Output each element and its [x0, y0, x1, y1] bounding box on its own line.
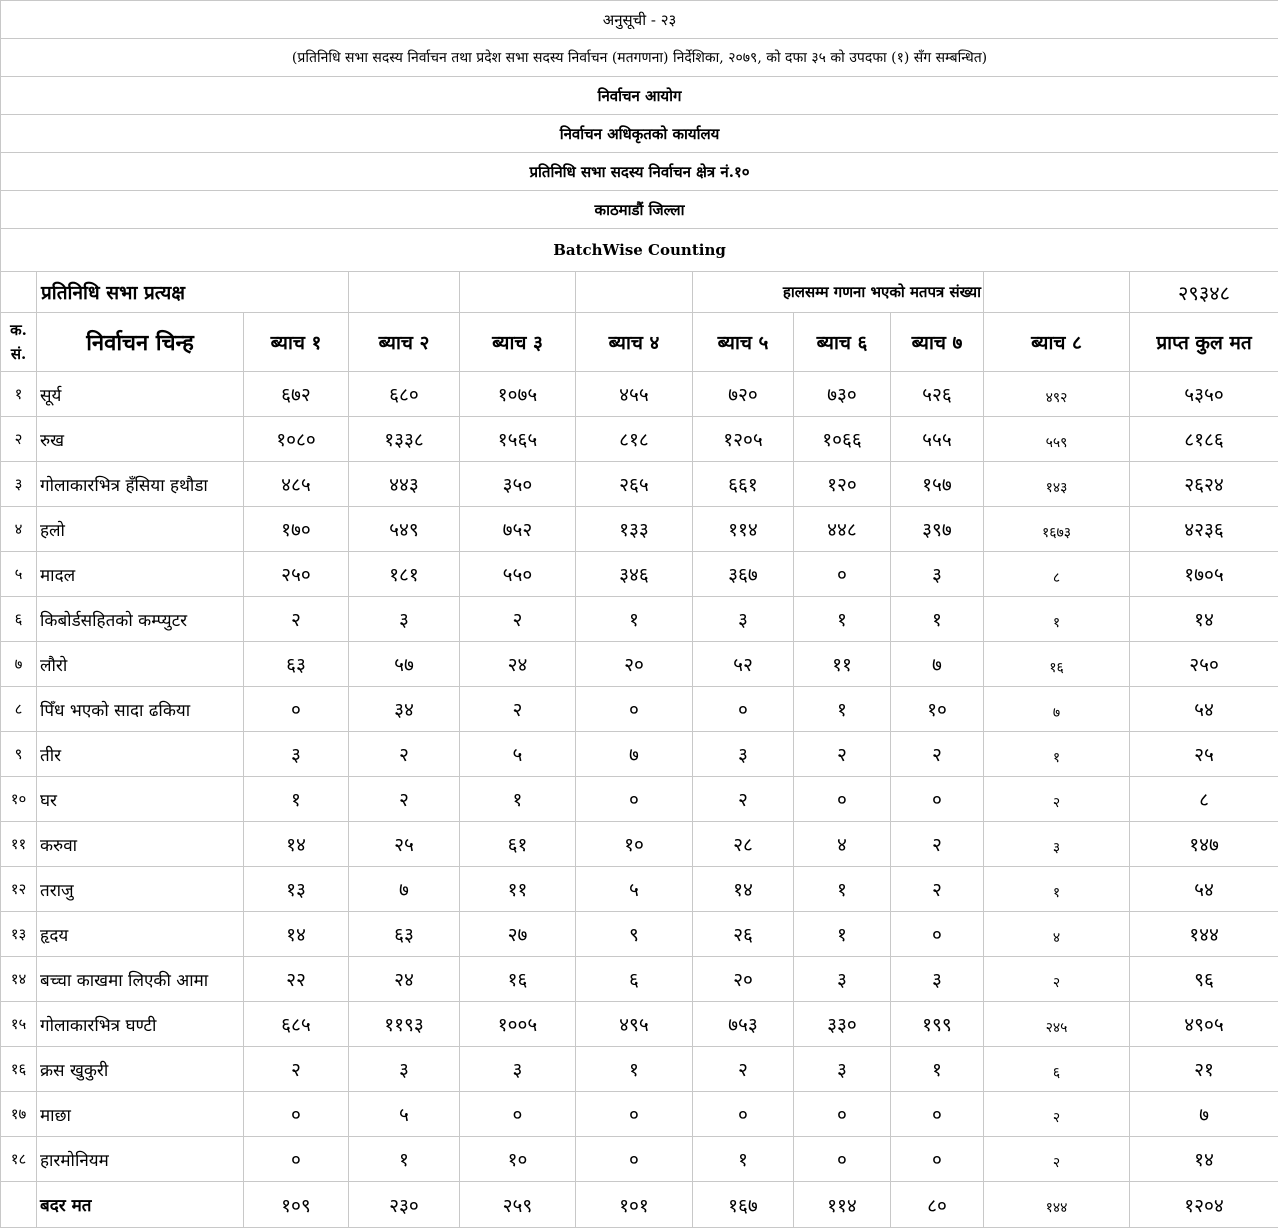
- row-batch-4-votes: २०: [576, 642, 693, 687]
- row-batch-7-votes: १: [891, 597, 984, 642]
- invalid-batch-8-votes: १४४: [984, 1182, 1130, 1228]
- row-batch-6-votes: ०: [794, 552, 891, 597]
- row-serial-number: १२: [1, 867, 37, 912]
- row-batch-3-votes: २४: [460, 642, 576, 687]
- invalid-votes-label: बदर मत: [37, 1182, 244, 1228]
- col-header-batch-3: ब्याच ३: [460, 313, 576, 372]
- row-symbol-name: हारमोनियम: [37, 1137, 244, 1182]
- row-batch-5-votes: २८: [693, 822, 794, 867]
- row-batch-4-votes: ०: [576, 777, 693, 822]
- row-batch-3-votes: २७: [460, 912, 576, 957]
- row-batch-3-votes: २: [460, 687, 576, 732]
- office-title: निर्वाचन अधिकृतको कार्यालय: [1, 115, 1278, 153]
- row-symbol-name: हलो: [37, 507, 244, 552]
- row-batch-5-votes: ३: [693, 732, 794, 777]
- ballots-counted-label: हालसम्म गणना भएको मतपत्र संख्या: [693, 272, 984, 313]
- invalid-batch-7-votes: ८०: [891, 1182, 984, 1228]
- counting-mode: BatchWise Counting: [1, 229, 1278, 272]
- table-row: [1, 642, 1278, 687]
- row-batch-4-votes: ५: [576, 867, 693, 912]
- ballots-counted-value: २९३४८: [1130, 272, 1278, 313]
- table-row: [1, 1092, 1278, 1137]
- row-batch-1-votes: १४: [244, 912, 349, 957]
- row-batch-3-votes: ३५०: [460, 462, 576, 507]
- row-batch-1-votes: १३: [244, 867, 349, 912]
- table-row: [1, 822, 1278, 867]
- row-serial-number: १३: [1, 912, 37, 957]
- invalid-batch-6-votes: ११४: [794, 1182, 891, 1228]
- table-row: [1, 732, 1278, 777]
- row-serial-number: ७: [1, 642, 37, 687]
- row-batch-4-votes: ४५५: [576, 372, 693, 417]
- row-serial-number: १८: [1, 1137, 37, 1182]
- row-total-votes: ४९०५: [1130, 1002, 1278, 1047]
- row-batch-5-votes: ०: [693, 1092, 794, 1137]
- invalid-batch-1-votes: १०९: [244, 1182, 349, 1228]
- row-symbol-name: सूर्य: [37, 372, 244, 417]
- col-header-total: प्राप्त कुल मत: [1130, 313, 1278, 372]
- row-batch-7-votes: ०: [891, 1137, 984, 1182]
- col-header-symbol: निर्वाचन चिन्ह: [37, 313, 244, 372]
- row-batch-6-votes: १२०: [794, 462, 891, 507]
- blank-cell: [1, 272, 37, 313]
- invalid-total-votes: १२०४: [1130, 1182, 1278, 1228]
- row-batch-4-votes: ०: [576, 1092, 693, 1137]
- row-batch-8-votes: ५५९: [984, 417, 1130, 462]
- row-batch-2-votes: २५: [349, 822, 460, 867]
- row-serial-number: १४: [1, 957, 37, 1002]
- row-batch-2-votes: ७: [349, 867, 460, 912]
- row-batch-1-votes: २: [244, 1047, 349, 1092]
- row-batch-1-votes: ४८५: [244, 462, 349, 507]
- row-batch-2-votes: २: [349, 777, 460, 822]
- table-row: [1, 867, 1278, 912]
- row-batch-4-votes: १: [576, 597, 693, 642]
- row-batch-5-votes: १: [693, 1137, 794, 1182]
- row-symbol-name: बच्चा काखमा लिएकी आमा: [37, 957, 244, 1002]
- row-batch-2-votes: ६३: [349, 912, 460, 957]
- row-total-votes: ८: [1130, 777, 1278, 822]
- row-batch-1-votes: १७०: [244, 507, 349, 552]
- row-batch-8-votes: १: [984, 732, 1130, 777]
- row-batch-3-votes: ६१: [460, 822, 576, 867]
- row-total-votes: ५४: [1130, 687, 1278, 732]
- row-total-votes: १४७: [1130, 822, 1278, 867]
- blank-cell: [576, 272, 693, 313]
- row-batch-3-votes: ३: [460, 1047, 576, 1092]
- row-batch-4-votes: ०: [576, 687, 693, 732]
- row-batch-4-votes: ९: [576, 912, 693, 957]
- row-batch-6-votes: १: [794, 912, 891, 957]
- row-batch-2-votes: १: [349, 1137, 460, 1182]
- table-row: [1, 1137, 1278, 1182]
- row-batch-6-votes: ४: [794, 822, 891, 867]
- table-row: [1, 507, 1278, 552]
- row-batch-3-votes: १६: [460, 957, 576, 1002]
- row-batch-3-votes: ०: [460, 1092, 576, 1137]
- row-batch-2-votes: ३: [349, 597, 460, 642]
- row-batch-7-votes: ०: [891, 912, 984, 957]
- row-batch-5-votes: ५२: [693, 642, 794, 687]
- row-symbol-name: माछा: [37, 1092, 244, 1137]
- row-batch-5-votes: ११४: [693, 507, 794, 552]
- row-symbol-name: तीर: [37, 732, 244, 777]
- row-batch-4-votes: ०: [576, 1137, 693, 1182]
- row-batch-1-votes: ३: [244, 732, 349, 777]
- invalid-batch-4-votes: १०१: [576, 1182, 693, 1228]
- row-symbol-name: तराजु: [37, 867, 244, 912]
- row-batch-3-votes: ७५२: [460, 507, 576, 552]
- row-batch-6-votes: ११: [794, 642, 891, 687]
- row-batch-2-votes: २४: [349, 957, 460, 1002]
- row-batch-7-votes: १०: [891, 687, 984, 732]
- row-symbol-name: मादल: [37, 552, 244, 597]
- row-batch-8-votes: ३: [984, 822, 1130, 867]
- row-batch-1-votes: २५०: [244, 552, 349, 597]
- row-batch-7-votes: ३९७: [891, 507, 984, 552]
- row-batch-5-votes: ७५३: [693, 1002, 794, 1047]
- column-header-row: [1, 313, 1278, 372]
- district-title: काठमाडौं जिल्ला: [1, 191, 1278, 229]
- row-batch-7-votes: ०: [891, 1092, 984, 1137]
- row-batch-2-votes: २: [349, 732, 460, 777]
- row-serial-number: १: [1, 372, 37, 417]
- row-batch-5-votes: २६: [693, 912, 794, 957]
- row-batch-6-votes: ०: [794, 1092, 891, 1137]
- row-batch-8-votes: २४५: [984, 1002, 1130, 1047]
- col-header-batch-7: ब्याच ७: [891, 313, 984, 372]
- row-batch-1-votes: २: [244, 597, 349, 642]
- table-row: [1, 1047, 1278, 1092]
- row-total-votes: १४: [1130, 597, 1278, 642]
- invalid-batch-5-votes: १६७: [693, 1182, 794, 1228]
- row-batch-4-votes: ७: [576, 732, 693, 777]
- col-header-batch-8: ब्याच ८: [984, 313, 1130, 372]
- table-row: [1, 597, 1278, 642]
- row-batch-6-votes: ३३०: [794, 1002, 891, 1047]
- row-batch-5-votes: ०: [693, 687, 794, 732]
- table-row: [1, 462, 1278, 507]
- row-batch-8-votes: १४३: [984, 462, 1130, 507]
- row-batch-1-votes: २२: [244, 957, 349, 1002]
- row-symbol-name: किबोर्डसहितको कम्प्युटर: [37, 597, 244, 642]
- row-total-votes: ५४: [1130, 867, 1278, 912]
- row-batch-5-votes: ३६७: [693, 552, 794, 597]
- row-batch-4-votes: ३४६: [576, 552, 693, 597]
- col-header-batch-2: ब्याच २: [349, 313, 460, 372]
- invalid-votes-row: [1, 1182, 1278, 1228]
- row-batch-1-votes: ०: [244, 687, 349, 732]
- row-serial-number: ९: [1, 732, 37, 777]
- row-batch-5-votes: ३: [693, 597, 794, 642]
- row-batch-2-votes: ४४३: [349, 462, 460, 507]
- row-total-votes: १४: [1130, 1137, 1278, 1182]
- row-total-votes: ७: [1130, 1092, 1278, 1137]
- commission-title: निर्वाचन आयोग: [1, 77, 1278, 115]
- row-batch-3-votes: १: [460, 777, 576, 822]
- blank-cell: [460, 272, 576, 313]
- row-symbol-name: पिँध भएको सादा ढकिया: [37, 687, 244, 732]
- row-batch-4-votes: २६५: [576, 462, 693, 507]
- row-batch-4-votes: ६: [576, 957, 693, 1002]
- election-type: प्रतिनिधि सभा प्रत्यक्ष: [37, 272, 349, 313]
- col-header-sn: क. सं.: [1, 313, 37, 372]
- row-serial-number: ५: [1, 552, 37, 597]
- row-batch-2-votes: ३४: [349, 687, 460, 732]
- row-batch-3-votes: १००५: [460, 1002, 576, 1047]
- row-batch-7-votes: १५७: [891, 462, 984, 507]
- row-symbol-name: गोलाकारभित्र हँसिया हथौडा: [37, 462, 244, 507]
- row-total-votes: ५३५०: [1130, 372, 1278, 417]
- row-total-votes: १७०५: [1130, 552, 1278, 597]
- row-batch-8-votes: २: [984, 777, 1130, 822]
- row-batch-8-votes: ८: [984, 552, 1130, 597]
- row-batch-8-votes: ४: [984, 912, 1130, 957]
- row-batch-6-votes: १०६६: [794, 417, 891, 462]
- col-header-batch-1: ब्याच १: [244, 313, 349, 372]
- row-batch-7-votes: १: [891, 1047, 984, 1092]
- table-row: [1, 1002, 1278, 1047]
- row-batch-2-votes: ३: [349, 1047, 460, 1092]
- row-symbol-name: करुवा: [37, 822, 244, 867]
- row-batch-7-votes: ०: [891, 777, 984, 822]
- row-batch-7-votes: ७: [891, 642, 984, 687]
- constituency-title: प्रतिनिधि सभा सदस्य निर्वाचन क्षेत्र नं.१०: [1, 153, 1278, 191]
- row-symbol-name: गोलाकारभित्र घण्टी: [37, 1002, 244, 1047]
- row-batch-8-votes: ४९२: [984, 372, 1130, 417]
- row-symbol-name: लौरो: [37, 642, 244, 687]
- row-serial-number: १०: [1, 777, 37, 822]
- row-batch-8-votes: २: [984, 1092, 1130, 1137]
- row-batch-4-votes: ८१८: [576, 417, 693, 462]
- table-row: [1, 687, 1278, 732]
- row-total-votes: ९६: [1130, 957, 1278, 1002]
- row-batch-1-votes: १०८०: [244, 417, 349, 462]
- row-total-votes: १४४: [1130, 912, 1278, 957]
- row-batch-5-votes: २: [693, 1047, 794, 1092]
- row-batch-3-votes: ५५०: [460, 552, 576, 597]
- blank-cell: [984, 272, 1130, 313]
- row-batch-7-votes: २: [891, 732, 984, 777]
- row-batch-3-votes: १०७५: [460, 372, 576, 417]
- row-batch-5-votes: ७२०: [693, 372, 794, 417]
- row-batch-6-votes: ३: [794, 957, 891, 1002]
- row-batch-6-votes: ७३०: [794, 372, 891, 417]
- row-batch-6-votes: १: [794, 597, 891, 642]
- row-batch-1-votes: ०: [244, 1092, 349, 1137]
- row-total-votes: २५: [1130, 732, 1278, 777]
- row-total-votes: २५०: [1130, 642, 1278, 687]
- row-symbol-name: हृदय: [37, 912, 244, 957]
- row-batch-2-votes: ६८०: [349, 372, 460, 417]
- row-serial-number: ६: [1, 597, 37, 642]
- row-batch-5-votes: १२०५: [693, 417, 794, 462]
- row-batch-8-votes: २: [984, 1137, 1130, 1182]
- row-batch-5-votes: ६६१: [693, 462, 794, 507]
- row-batch-4-votes: १: [576, 1047, 693, 1092]
- schedule-title: अनुसूची - २३: [1, 1, 1278, 39]
- row-batch-7-votes: ५२६: [891, 372, 984, 417]
- blank-cell: [349, 272, 460, 313]
- row-batch-4-votes: ४९५: [576, 1002, 693, 1047]
- row-serial-number: ४: [1, 507, 37, 552]
- row-batch-7-votes: २: [891, 867, 984, 912]
- table-row: [1, 552, 1278, 597]
- row-symbol-name: रुख: [37, 417, 244, 462]
- table-row: [1, 372, 1278, 417]
- row-batch-5-votes: २: [693, 777, 794, 822]
- col-header-batch-4: ब्याच ४: [576, 313, 693, 372]
- row-symbol-name: घर: [37, 777, 244, 822]
- row-batch-3-votes: २: [460, 597, 576, 642]
- invalid-batch-3-votes: २५९: [460, 1182, 576, 1228]
- row-batch-2-votes: ११९३: [349, 1002, 460, 1047]
- row-batch-6-votes: १: [794, 687, 891, 732]
- row-batch-7-votes: ५५५: [891, 417, 984, 462]
- directive-reference: (प्रतिनिधि सभा सदस्य निर्वाचन तथा प्रदेश सभा सदस्य निर्वाचन (मतगणना) निर्देशिका, २०७९, को दफा ३५ को उपदफा (१) सँग सम्बन्धित): [1, 39, 1278, 77]
- table-row: [1, 912, 1278, 957]
- blank-cell: [1, 1182, 37, 1228]
- row-batch-7-votes: २: [891, 822, 984, 867]
- row-batch-2-votes: ५७: [349, 642, 460, 687]
- row-total-votes: ४२३६: [1130, 507, 1278, 552]
- row-batch-8-votes: ७: [984, 687, 1130, 732]
- row-batch-8-votes: १६: [984, 642, 1130, 687]
- row-batch-8-votes: १: [984, 867, 1130, 912]
- row-serial-number: ३: [1, 462, 37, 507]
- row-total-votes: २६२४: [1130, 462, 1278, 507]
- row-total-votes: ८१८६: [1130, 417, 1278, 462]
- row-batch-8-votes: ६: [984, 1047, 1130, 1092]
- row-serial-number: १५: [1, 1002, 37, 1047]
- row-batch-4-votes: १३३: [576, 507, 693, 552]
- row-batch-1-votes: १: [244, 777, 349, 822]
- row-batch-2-votes: १८१: [349, 552, 460, 597]
- row-batch-6-votes: ०: [794, 1137, 891, 1182]
- row-serial-number: २: [1, 417, 37, 462]
- row-batch-7-votes: ३: [891, 957, 984, 1002]
- row-batch-5-votes: १४: [693, 867, 794, 912]
- row-batch-3-votes: ११: [460, 867, 576, 912]
- row-batch-1-votes: ६७२: [244, 372, 349, 417]
- row-serial-number: ११: [1, 822, 37, 867]
- row-batch-7-votes: १९९: [891, 1002, 984, 1047]
- row-serial-number: १६: [1, 1047, 37, 1092]
- row-batch-7-votes: ३: [891, 552, 984, 597]
- row-serial-number: १७: [1, 1092, 37, 1137]
- row-batch-6-votes: ०: [794, 777, 891, 822]
- row-symbol-name: क्रस खुकुरी: [37, 1047, 244, 1092]
- row-batch-3-votes: १५६५: [460, 417, 576, 462]
- row-batch-6-votes: ३: [794, 1047, 891, 1092]
- row-batch-2-votes: ५: [349, 1092, 460, 1137]
- row-batch-6-votes: २: [794, 732, 891, 777]
- row-batch-2-votes: १३३८: [349, 417, 460, 462]
- row-serial-number: ८: [1, 687, 37, 732]
- row-batch-3-votes: १०: [460, 1137, 576, 1182]
- table-row: [1, 417, 1278, 462]
- table-row: [1, 777, 1278, 822]
- row-batch-8-votes: १६७३: [984, 507, 1130, 552]
- row-total-votes: २१: [1130, 1047, 1278, 1092]
- invalid-batch-2-votes: २३०: [349, 1182, 460, 1228]
- row-batch-1-votes: ६३: [244, 642, 349, 687]
- row-batch-2-votes: ५४९: [349, 507, 460, 552]
- row-batch-3-votes: ५: [460, 732, 576, 777]
- row-batch-4-votes: १०: [576, 822, 693, 867]
- row-batch-8-votes: १: [984, 597, 1130, 642]
- row-batch-5-votes: २०: [693, 957, 794, 1002]
- row-batch-1-votes: ६८५: [244, 1002, 349, 1047]
- row-batch-1-votes: ०: [244, 1137, 349, 1182]
- table-row: [1, 957, 1278, 1002]
- col-header-batch-6: ब्याच ६: [794, 313, 891, 372]
- row-batch-6-votes: १: [794, 867, 891, 912]
- row-batch-6-votes: ४४८: [794, 507, 891, 552]
- col-header-batch-5: ब्याच ५: [693, 313, 794, 372]
- row-batch-8-votes: २: [984, 957, 1130, 1002]
- row-batch-1-votes: १४: [244, 822, 349, 867]
